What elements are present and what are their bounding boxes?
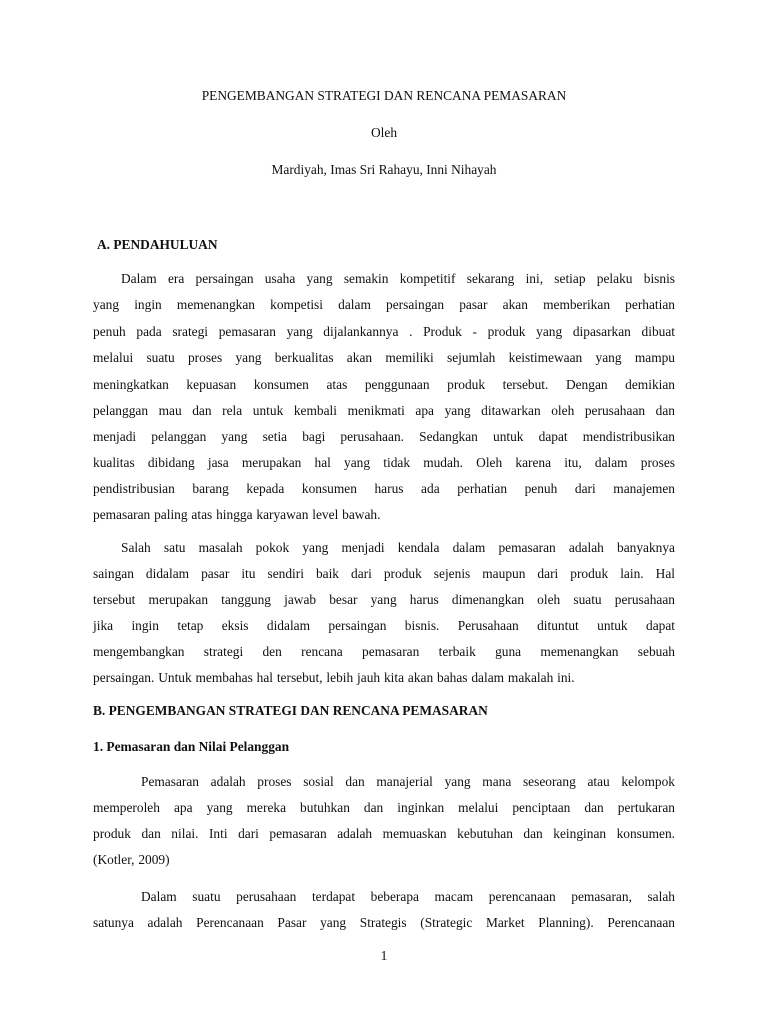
paragraph-line: Dalam era persaingan usaha yang semakin kompetitif sekarang ini, setiap pelaku bisnis (121, 271, 675, 286)
paragraph-line: (Kotler, 2009) (93, 852, 170, 867)
paragraph-line: penuh pada srategi pemasaran yang dijalankannya . Produk - produk yang dipasarkan dibuat (93, 324, 675, 339)
paragraph-line: pemasaran paling atas hingga karyawan level bawah. (93, 507, 381, 522)
paragraph-line: yang ingin memenangkan kompetisi dalam persaingan pasar akan memberikan perhatian (93, 297, 675, 312)
section-a-heading: A. PENDAHULUAN (97, 237, 218, 252)
paragraph-line: pendistribusian barang kepada konsumen harus ada perhatian penuh dari manajemen (93, 481, 675, 496)
subsection-1-heading: 1. Pemasaran dan Nilai Pelanggan (93, 739, 290, 754)
paragraph-line: satunya adalah Perencanaan Pasar yang Strategis (Strategic Market Planning). Perencanaan (93, 915, 675, 930)
paragraph-line: saingan didalam pasar itu sendiri baik dari produk sejenis maupun dari produk lain. Hal (93, 566, 675, 581)
paragraph-line: memperoleh apa yang mereka butuhkan dan inginkan melalui penciptaan dan pertukaran (93, 800, 675, 815)
paragraph-line: pelanggan mau dan rela untuk kembali menikmati apa yang ditawarkan oleh perusahaan dan (93, 403, 675, 418)
section-b-heading: B. PENGEMBANGAN STRATEGI DAN RENCANA PEMASARAN (93, 703, 488, 718)
paragraph-line: melalui suatu proses yang berkualitas akan memiliki sejumlah keistimewaan yang mampu (93, 350, 675, 365)
paragraph-line: Pemasaran adalah proses sosial dan manajerial yang mana seseorang atau kelompok (141, 774, 675, 789)
paragraph-line: kualitas dibidang jasa merupakan hal yang tidak mudah. Oleh karena itu, dalam proses (93, 455, 675, 470)
page-number: 1 (380, 948, 388, 963)
paragraph-line: Dalam suatu perusahaan terdapat beberapa macam perencanaan pemasaran, salah (141, 889, 675, 904)
byline-oleh: Oleh (370, 125, 398, 140)
paragraph-line: jika ingin tetap eksis didalam persaingan bisnis. Perusahaan dituntut untuk dapat (93, 618, 675, 633)
paragraph-line: menjadi pelanggan yang setia bagi perusahaan. Sedangkan untuk dapat mendistribusikan (93, 429, 675, 444)
paragraph-line: produk dan nilai. Inti dari pemasaran adalah memuaskan kebutuhan dan keinginan konsumen. (93, 826, 675, 841)
paragraph-line: Salah satu masalah pokok yang menjadi kendala dalam pemasaran adalah banyaknya (121, 540, 675, 555)
paragraph-line: meningkatkan kepuasan konsumen atas penggunaan produk tersebut. Dengan demikian (93, 377, 675, 392)
paragraph-line: tersebut merupakan tanggung jawab besar yang harus dimenangkan oleh suatu perusahaan (93, 592, 675, 607)
document-title: PENGEMBANGAN STRATEGI DAN RENCANA PEMASARAN (201, 88, 567, 103)
paragraph-line: persaingan. Untuk membahas hal tersebut, lebih jauh kita akan bahas dalam makalah ini. (93, 670, 575, 685)
paragraph-line: mengembangkan strategi den rencana pemasaran terbaik guna memenangkan sebuah (93, 644, 675, 659)
authors: Mardiyah, Imas Sri Rahayu, Inni Nihayah (271, 162, 497, 177)
